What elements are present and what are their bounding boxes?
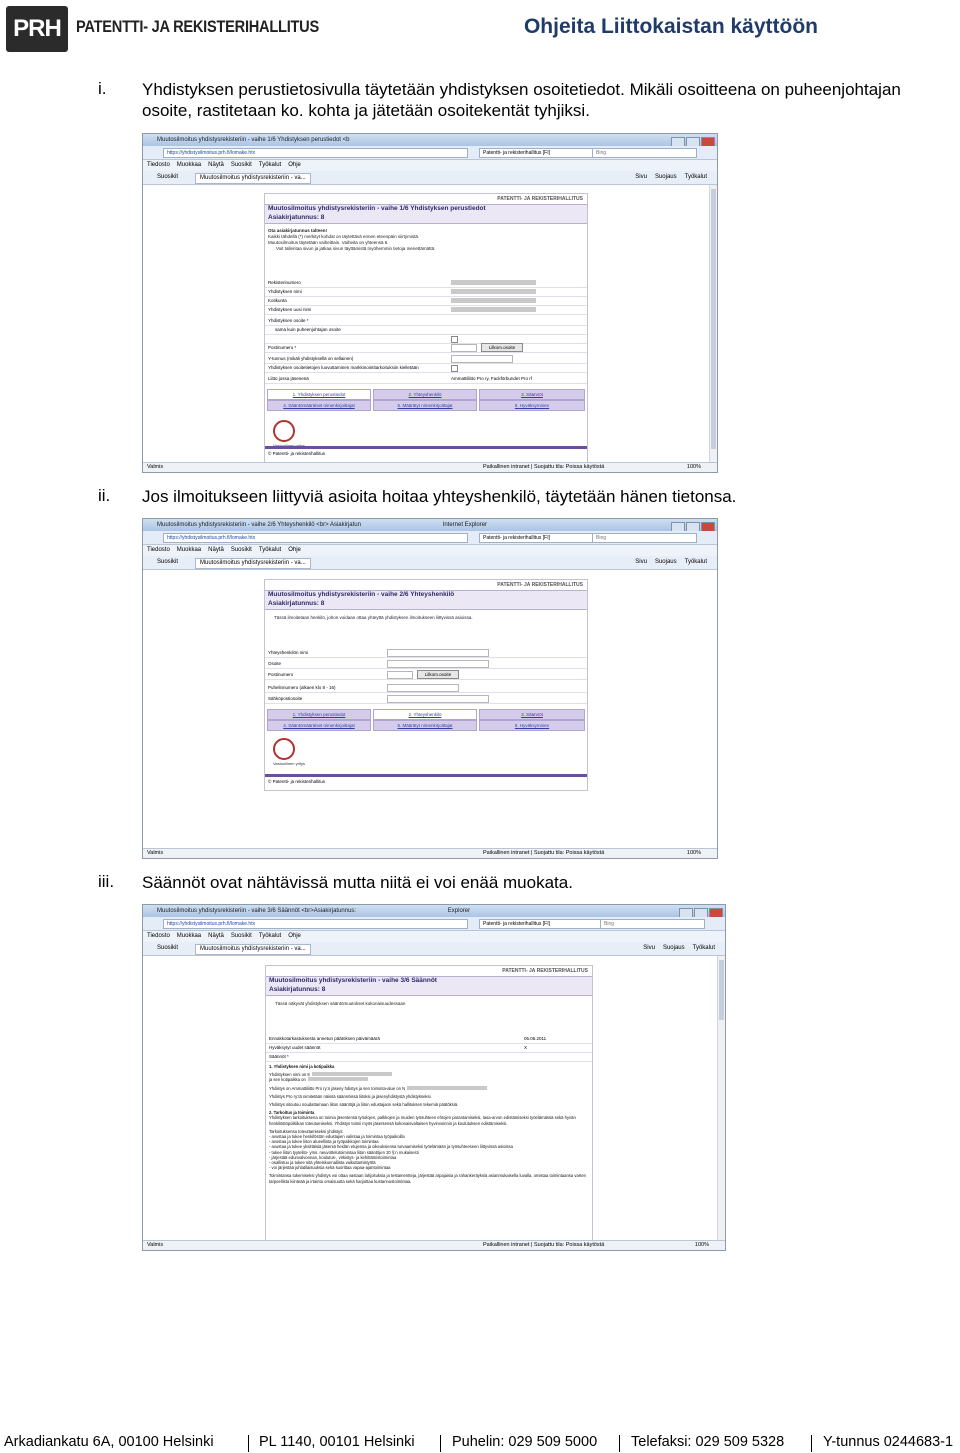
- browser-name: Internet Explorer: [442, 522, 488, 528]
- zoom-level[interactable]: 100%: [686, 464, 701, 470]
- favorites-button[interactable]: Suosikit: [157, 174, 179, 180]
- rules-line: Yhdistys Pro ry:tä nimitetään näissä säännöissä liitoksi ja jäsenyhdistystä yhdistykseksi.: [269, 1093, 432, 1099]
- menu-bar: [143, 160, 717, 171]
- instruction-text: Säännöt ovat nähtävissä mutta niitä ei voi enää muokata.: [142, 873, 573, 892]
- browser-name: Explorer: [447, 908, 471, 914]
- window-title-text: Muutosilmoitus yhdistysrekisteriin - vaihe 2/6 Yhteyshenkilö <br> Asiakirjatun: [157, 522, 361, 528]
- rules-list-item: - avustaa ja tukee yksittäisiä jäseniä heidän etujensa ja oikeuksiensa turvaamiseksi työelämään ja työsuhteeseen liittyvissä asioissa: [269, 1144, 513, 1150]
- menu-bar: [143, 931, 725, 942]
- rules-line: ja sen kotipaikka on: [269, 1077, 306, 1083]
- row-label: Hyväksytyt uudet säännöt: [269, 1045, 321, 1050]
- form-title: Muutosilmoitus yhdistysrekisteriin - vaihe 3/6 Säännöt: [269, 977, 437, 984]
- form-row: [265, 659, 587, 669]
- search-input[interactable]: Bing: [592, 533, 697, 543]
- instruction-number: i.: [98, 79, 107, 98]
- form-header: [265, 204, 587, 224]
- browser-tab[interactable]: Muutosilmoitus yhdistysrekisteriin - va...: [195, 944, 311, 955]
- row-label: Liitto jossa jäsenenä: [268, 376, 309, 381]
- address-checkbox[interactable]: [451, 336, 458, 343]
- postcode-input[interactable]: [387, 671, 413, 679]
- row-label: Postinumero *: [268, 345, 297, 350]
- step-2-link[interactable]: 2. Yhteyshenkilö: [373, 709, 477, 720]
- favorites-bar: [143, 942, 725, 956]
- phone-input[interactable]: [387, 684, 459, 692]
- menu-file[interactable]: Tiedosto: [147, 162, 170, 168]
- rules-list-item: - avustaa ja tukee henkilöstön edustajien valintaa ja toimintaa työpaikoilla: [269, 1134, 405, 1140]
- safety-menu[interactable]: Suojaus: [654, 174, 677, 180]
- instruction-number: iii.: [98, 872, 115, 891]
- copyright: © Patentti- ja rekisterihallitus: [265, 774, 587, 790]
- certificate-badge: [273, 420, 305, 448]
- zoom-level[interactable]: 100%: [686, 850, 701, 856]
- rules-list-item: - avustaa ja tukee liiton alueellista ja työpaikkojen toimintaa: [269, 1139, 379, 1145]
- status-bar: [143, 848, 717, 858]
- rules-list-item: - voi järjestää juhlatilaisuuksia sekä suorittaa vapaa-ajantoimintaa: [269, 1165, 391, 1171]
- form-title: Muutosilmoitus yhdistysrekisteriin - vaihe 2/6 Yhteyshenkilö: [268, 591, 455, 598]
- footer-postbox: PL 1140, 00101 Helsinki: [259, 1434, 415, 1450]
- redacted-value: [451, 289, 536, 294]
- browser-screenshot-1: [142, 133, 718, 473]
- form-row: [266, 1052, 592, 1062]
- note-line: Voit tallentaa sivun ja jatkaa sivun täyttämistä myöhemmin tietoja menettämättä.: [276, 246, 436, 251]
- row-label: Yhteyshenkilön nimi: [268, 650, 309, 655]
- form-row: [265, 363, 587, 373]
- rules-list-item: - järjestää edunvalvonnan, koulutus-, virkistys- ja kehittämistoimintaa: [269, 1154, 397, 1160]
- menu-tools[interactable]: Työkalut: [258, 547, 282, 553]
- footer-fax: Telefaksi: 029 509 5328: [631, 1434, 785, 1450]
- safety-menu[interactable]: Suojaus: [662, 945, 685, 951]
- page-menu[interactable]: Sivu: [635, 559, 647, 565]
- step-6-link[interactable]: 6. Hyväksyminen: [479, 400, 585, 411]
- note-line: Kaikki tähdellä (*) merkityt kohdat on täytettävä ennen eteenpäin siirtymistä.: [268, 234, 420, 239]
- menu-view[interactable]: Näytä: [208, 162, 224, 168]
- form-note: Tässä ilmoitetaan henkilö, johon voidaan ottaa yhteyttä yhdistyksen ilmoitukseen liittyvissä asioissa.: [274, 615, 473, 620]
- logo-text: PRH: [13, 15, 61, 42]
- favorites-button[interactable]: Suosikit: [157, 945, 179, 951]
- form-doc-id: Asiakirjatunnus: 8: [269, 985, 326, 993]
- window-buttons: [670, 520, 715, 530]
- status-text: Valmis: [147, 464, 164, 470]
- rules-list-item: - osallistuu ja tukee sitä yhteiskunnallista vaikuttamistyötä: [269, 1160, 376, 1166]
- form-page: [265, 965, 593, 1244]
- note-line: Muutosilmoitus täytetään vaiheittain. Vaiheita on yhteensä 6.: [268, 240, 389, 245]
- favorites-button[interactable]: Suosikit: [157, 559, 179, 565]
- row-label: sama kuin puheenjohtajan osoite: [275, 327, 341, 332]
- row-label: Ennakkotarkastuksesta annetun päätöksen päivämäärä: [269, 1036, 380, 1041]
- step-4-link[interactable]: 4. Sääntömääräiset nimenkirjoittajat: [267, 720, 371, 731]
- form-page: [264, 193, 588, 463]
- postcode-lookup-button[interactable]: Lilkom.osoite: [481, 343, 523, 352]
- window-title: Muutosilmoitus yhdistysrekisteriin - vaihe 1/6 Yhdistyksen perustiedot <b: [143, 134, 717, 146]
- row-label: Sähköpostiosoite: [268, 696, 303, 701]
- step-2-link[interactable]: 2. Yhteyshenkilö: [373, 389, 477, 400]
- tools-menu[interactable]: Työkalut: [692, 945, 715, 951]
- menu-tools[interactable]: Työkalut: [258, 162, 282, 168]
- redacted-value: [451, 307, 536, 312]
- redacted-value: [312, 1072, 392, 1076]
- redacted-value: [308, 1077, 368, 1081]
- redacted-value: [407, 1086, 487, 1090]
- step-navigation: [267, 709, 585, 730]
- form-notes: [268, 228, 584, 252]
- check-badge-icon: [273, 738, 295, 760]
- browser-tab[interactable]: Muutosilmoitus yhdistysrekisteriin - va...: [195, 558, 311, 569]
- footer-address: Arkadiankatu 6A, 00100 Helsinki: [4, 1434, 214, 1450]
- step-4-link[interactable]: 4. Sääntömääräiset nimenkirjoittajat: [267, 400, 371, 411]
- step-navigation: [267, 389, 585, 410]
- menu-help[interactable]: Ohje: [288, 547, 301, 553]
- window-title: [143, 519, 717, 531]
- security-zone: Paikallinen intranet | Suojattu tila: Poissa käytöstä: [483, 464, 605, 470]
- menu-favorites[interactable]: Suosikit: [230, 933, 252, 939]
- window-buttons: [670, 135, 715, 145]
- site-identity[interactable]: Patentti- ja rekisterihallitus [FI]: [479, 919, 604, 929]
- redacted-value: [451, 280, 536, 285]
- address-bar: [143, 531, 717, 545]
- marketing-checkbox[interactable]: [451, 365, 458, 372]
- row-label: Kotikunta: [268, 298, 287, 303]
- row-label: Säännöt *: [269, 1054, 289, 1059]
- status-bar: [143, 1240, 725, 1250]
- contact-name-input[interactable]: [387, 649, 489, 657]
- rules-paragraph: Yhdistyksen tarkoituksena on toimia jäsentensä työolojen, palkkojen ja muiden työsuhteen ehtojen parantamiseksi, tasa-arvon edistämiseksi työelämässä sekä hyvän henkilöstöpolitiikan toteutumiseksi. Yhdistys toimii myös jäsentensä kokonaisvaltaisen hyvinvoinnin ja koulutuksen edistämiseksi.: [269, 1115, 576, 1126]
- form-org: PATENTTI- JA REKISTERIHALLITUS: [497, 196, 583, 202]
- form-doc-id: Asiakirjatunnus: 8: [268, 213, 325, 221]
- browser-screenshot-2: [142, 518, 718, 859]
- address-input[interactable]: https://yhdistysilmoitus.prh.fi/lomake.htx: [163, 919, 468, 929]
- email-input[interactable]: [387, 695, 489, 703]
- row-label: Yhdistyksen osoitetietojen luovuttaminen markkinointitarkoituksiin kielletään: [268, 365, 419, 370]
- footer-divider: [811, 1435, 812, 1452]
- window-title-text: Muutosilmoitus yhdistysrekisteriin - vaihe 3/6 Säännöt <br>Asiakirjatunnus:: [157, 908, 357, 914]
- form-row: [265, 694, 587, 704]
- redacted-value: [451, 298, 536, 303]
- favorites-bar: [143, 171, 717, 185]
- browser-tab[interactable]: Muutosilmoitus yhdistysrekisteriin - va...: [195, 173, 311, 184]
- security-zone: Paikallinen intranet | Suojattu tila: Poissa käytöstä: [483, 850, 605, 856]
- note-line: Ota asiakirjatunnus talteen!: [268, 228, 328, 233]
- security-zone: Paikallinen intranet | Suojattu tila: Poissa käytöstä: [483, 1242, 605, 1248]
- menu-view[interactable]: Näytä: [208, 933, 224, 939]
- rules-line: Yhdistys on Ammattiliitto Pro ry:n jäseny hdistys ja sen toiminta-alue on N: [269, 1085, 406, 1091]
- form-note: Tässä näkyvät yhdistyksen sääntömuutokset kokonaisuudessaan: [275, 1001, 406, 1006]
- footer-divider: [248, 1435, 249, 1452]
- rules-line: Yhdistys sitoutuu noudattamaan liiton sääntöjä ja liiton edustajaon sekä hallituksen tekemiä päätöksiä.: [269, 1102, 459, 1108]
- document-title: Ohjeita Liittokaistan käyttöön: [523, 15, 818, 38]
- form-org: PATENTTI- JA REKISTERIHALLITUS: [502, 968, 588, 974]
- step-5-link[interactable]: 5. Määrätyt nimenkirjoittajat: [373, 720, 477, 731]
- instruction-text: Yhdistyksen perustietosivulla täytetään yhdistyksen osoitetiedot. Mikäli osoitteena on puheenjohtajan osoite, rastitetaan ko. kohta ja jätetään osoitekentät tyhjiksi.: [142, 80, 901, 120]
- tools-menu[interactable]: Työkalut: [684, 559, 707, 565]
- site-identity[interactable]: Patentti- ja rekisterihallitus [FI]: [479, 533, 604, 543]
- postcode-lookup-button[interactable]: Lilkom.osoite: [417, 670, 459, 679]
- form-row: [265, 648, 587, 658]
- form-doc-id: Asiakirjatunnus: 8: [268, 599, 325, 607]
- page-menu[interactable]: Sivu: [635, 174, 647, 180]
- form-row: [265, 374, 587, 384]
- rules-list-item: - tukee liiton tyytelito- yms. neuvottelutoimintaa liiton sääntöjen 20 §:n mukaisesti: [269, 1149, 419, 1155]
- row-label: Yhdistyksen uusi nimi: [268, 307, 312, 312]
- menu-edit[interactable]: Muokkaa: [176, 547, 202, 553]
- zoom-level[interactable]: 100%: [694, 1242, 709, 1248]
- rules-heading: 2. Tarkoitus ja toiminta: [269, 1110, 315, 1116]
- rules-line: Tarkoituksensa toteuttamiseksi yhdistys:: [269, 1128, 344, 1134]
- footer-business-id: Y-tunnus 0244683-1: [823, 1434, 954, 1450]
- scrollbar[interactable]: [709, 185, 717, 462]
- scrollbar[interactable]: [717, 956, 725, 1240]
- window-buttons: [678, 906, 723, 916]
- rules-line: Yhdistyksen nimi on 8: [269, 1072, 310, 1078]
- menu-file[interactable]: Tiedosto: [147, 933, 170, 939]
- search-input[interactable]: Bing: [592, 148, 697, 158]
- address-bar: [143, 146, 717, 160]
- status-text: Valmis: [147, 1242, 164, 1248]
- row-label: Yhdistyksen osoite *: [268, 318, 309, 323]
- browser-screenshot-3: [142, 904, 726, 1251]
- menu-file[interactable]: Tiedosto: [147, 547, 170, 553]
- status-text: Valmis: [147, 850, 164, 856]
- form-org: PATENTTI- JA REKISTERIHALLITUS: [497, 582, 583, 588]
- menu-edit[interactable]: Muokkaa: [176, 933, 202, 939]
- instruction-number: ii.: [98, 486, 111, 505]
- footer-divider: [440, 1435, 441, 1452]
- form-row: [265, 305, 587, 315]
- menu-tools[interactable]: Työkalut: [258, 933, 282, 939]
- form-row: [265, 683, 587, 693]
- form-header: [265, 590, 587, 610]
- rules-text: [269, 1064, 589, 1187]
- site-identity[interactable]: Patentti- ja rekisterihallitus [FI]: [479, 148, 604, 158]
- row-value: 05.06.2011: [524, 1036, 547, 1041]
- step-5-link[interactable]: 5. Määrätyt nimenkirjoittajat: [373, 400, 477, 411]
- row-label: Yhdistyksen nimi: [268, 289, 302, 294]
- status-bar: [143, 462, 717, 472]
- tools-menu[interactable]: Työkalut: [684, 174, 707, 180]
- business-id-input[interactable]: [451, 355, 513, 363]
- footer-phone: Puhelin: 029 509 5000: [452, 1434, 598, 1450]
- page-footer: [0, 1432, 960, 1453]
- page-menu[interactable]: Sivu: [643, 945, 655, 951]
- certificate-badge: [273, 738, 305, 766]
- check-badge-icon: [273, 420, 295, 442]
- postcode-input[interactable]: [451, 344, 477, 352]
- step-3-link[interactable]: 3. Säännöt: [479, 709, 585, 720]
- step-1-link[interactable]: 1. Yhdistyksen perustiedot: [267, 709, 371, 720]
- window-title: [143, 905, 725, 917]
- form-title: Muutosilmoitus yhdistysrekisteriin - vaihe 1/6 Yhdistyksen perustiedot: [268, 205, 486, 212]
- menu-help[interactable]: Ohje: [288, 162, 301, 168]
- safety-menu[interactable]: Suojaus: [654, 559, 677, 565]
- favorites-bar: [143, 556, 717, 570]
- menu-edit[interactable]: Muokkaa: [176, 162, 202, 168]
- org-name: PATENTTI- JA REKISTERIHALLITUS: [76, 17, 319, 36]
- address-input-field[interactable]: [387, 660, 489, 668]
- cert-label: Vastuullinen yritys: [273, 761, 305, 766]
- form-page: [264, 579, 588, 791]
- form-row: [265, 670, 587, 680]
- union-value: Ammattiliitto Pro ry, Fackförbundet Pro rf: [451, 376, 532, 381]
- prh-logo: [6, 6, 68, 52]
- address-input[interactable]: https://yhdistysilmoitus.prh.fi/lomake.htx: [163, 533, 468, 543]
- step-6-link[interactable]: 6. Hyväksyminen: [479, 720, 585, 731]
- scroll-thumb[interactable]: [719, 960, 724, 1020]
- instruction-text: Jos ilmoitukseen liittyviä asioita hoitaa yhteyshenkilö, täytetään hänen tietonsa.: [142, 487, 737, 506]
- row-label: Y-tunnus (mikäli yhdistyksellä on sellainen): [268, 356, 354, 361]
- rules-heading: 1. Yhdistyksen nimi ja kotipaikka: [269, 1064, 335, 1069]
- row-label: Puhelinnumero (alkaen klo 8 - 16): [268, 685, 336, 690]
- scroll-thumb[interactable]: [711, 189, 716, 449]
- step-3-link[interactable]: 3. Säännöt: [479, 389, 585, 400]
- row-label: Postinumero: [268, 672, 294, 677]
- form-row: [265, 343, 587, 353]
- search-input[interactable]: Bing: [600, 919, 705, 929]
- step-1-link[interactable]: 1. Yhdistyksen perustiedot: [267, 389, 371, 400]
- row-label: Osoite: [268, 661, 282, 666]
- footer-divider: [619, 1435, 620, 1452]
- form-header: [266, 976, 592, 996]
- menu-view[interactable]: Näytä: [208, 547, 224, 553]
- menu-favorites[interactable]: Suosikit: [230, 162, 252, 168]
- cert-label: Vastuullinen yritys: [273, 443, 305, 448]
- rules-paragraph: Toimintansa tukemiseksi yhdistys voi ottaa vastaan lahjoituksia ja testamentteja, järjestää arpajaisia ja rahankeräyksiä asianmukaisella luvalla, omistaa toimintaansa varten tarpeellista kiinteää ja irtainta omaisuutta sekä harjoittaa kustannustoimintaa.: [269, 1173, 587, 1184]
- menu-favorites[interactable]: Suosikit: [230, 547, 252, 553]
- row-label: Rekisterinumero: [268, 280, 301, 285]
- address-bar: [143, 917, 725, 931]
- row-value: X: [524, 1045, 528, 1050]
- address-input[interactable]: https://yhdistysilmoitus.prh.fi/lomake.htx: [163, 148, 468, 158]
- copyright: © Patentti- ja rekisterihallitus: [265, 446, 587, 462]
- menu-bar: [143, 545, 717, 556]
- menu-help[interactable]: Ohje: [288, 933, 301, 939]
